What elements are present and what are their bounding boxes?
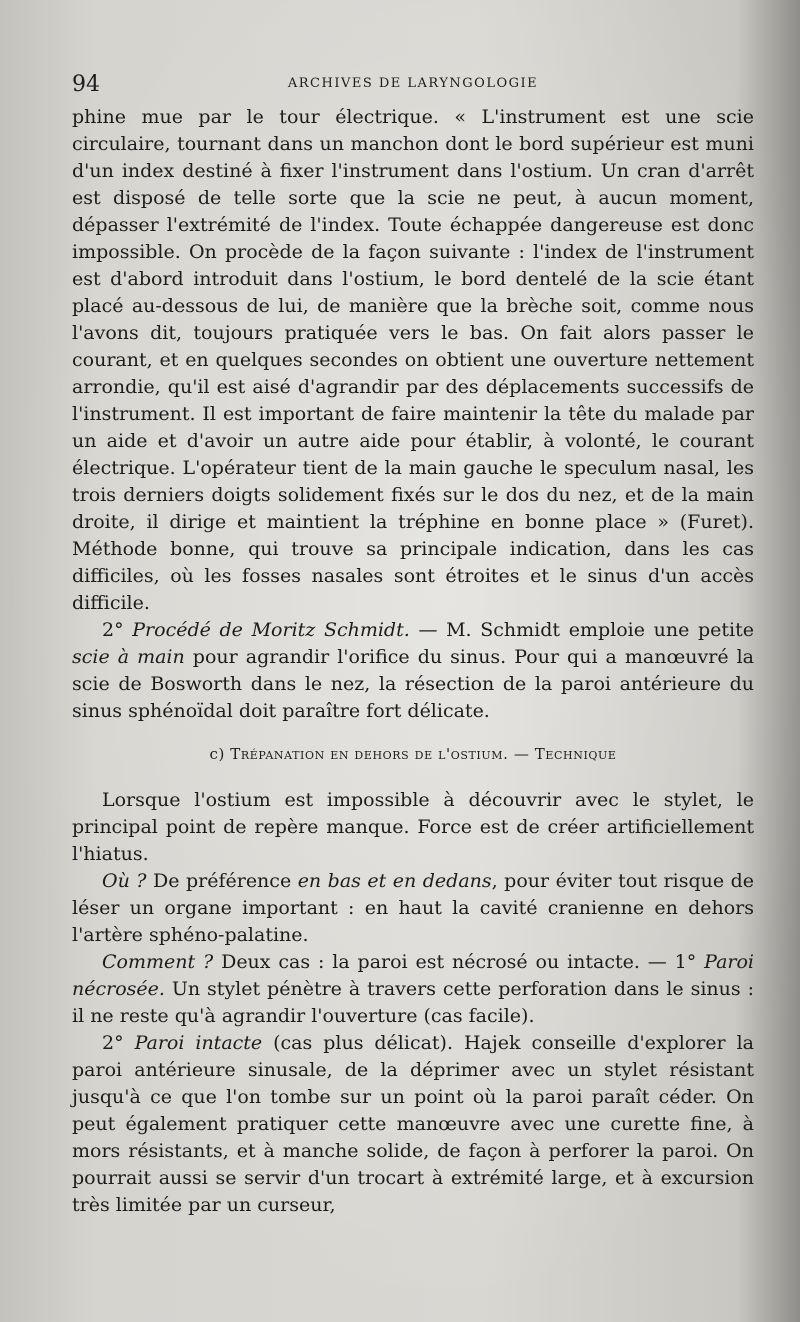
- section-title: Trépanation en dehors de l'ostium.: [230, 745, 509, 763]
- paragraph-2-number: 2°: [102, 619, 124, 641]
- paragraph-1: phine mue par le tour électrique. « L'instrument est une scie circulaire, tournant dans un manchon dont le bord supérieur est muni d'un index destiné à fixer l'instrument dans l'ostium. Un cran d'arrêt est disposé de telle sorte que la scie ne peut, à aucun moment, dépasser l'extrémité de l'index. Toute échappée dangereuse est donc impossible. On procède de la façon suivante : l'index de l'instrument est d'abord introduit dans l'ostium, le bord dentelé de la scie étant placé au-dessous de lui, de manière que la brèche soit, comme nous l'avons dit, toujours pratiquée vers le bas. On fait alors passer le courant, et en quelques secondes on obtient une ouverture nettement arrondie, qu'il est aisé d'agrandir par des déplacements successifs de l'instrument. Il est important de faire maintenir la tête du malade par un aide et d'avoir un autre aide pour établir, à volonté, le courant électrique. L'opérateur tient de la main gauche le speculum nasal, les trois derniers doigts solidement fixés sur le dos du nez, et de la main droite, il dirige et maintient la tréphine en bonne place » (Furet). Méthode bonne, qui trouve sa principale indication, dans les cas difficiles, où les fosses nasales sont étroites et le sinus d'un accès difficile.: [72, 106, 754, 614]
- section-dash: —: [508, 745, 535, 763]
- paragraph-6-number: 2°: [102, 1032, 124, 1054]
- section-subtitle: Technique: [534, 745, 617, 763]
- paragraph-5: [72, 949, 754, 1030]
- paragraph-5-question: Comment ?: [102, 951, 214, 973]
- section-heading: [72, 745, 754, 763]
- paragraph-2-em: scie à main: [72, 646, 185, 668]
- page-number: 94: [72, 72, 100, 97]
- paragraph-2-text-b: pour agrandir l'orifice du sinus. Pour qui a manœuvré la scie de Bosworth dans le nez, la résection de la paroi antérieure du sinus sphénoïdal doit paraître fort délicate.: [72, 646, 755, 722]
- paragraph-3: Lorsque l'ostium est impossible à découvrir avec le stylet, le principal point de repère manque. Force est de créer artificiellement l'hiatus.: [72, 789, 754, 865]
- paragraph-5-text-a: Deux cas : la paroi est nécrosé ou intacte. — 1°: [213, 951, 705, 973]
- paragraph-6-text-a: (cas plus délicat). Hajek conseille d'explorer la paroi antérieure sinusale, de la déprimer avec un stylet résistant jusqu'à ce que l'on tombe sur un point où la paroi paraît céder. On peut également pratiquer cette manœuvre avec une curette fine, à mors résistants, et à manche solide, de façon à perforer la paroi. On pourrait aussi se servir d'un trocart à extrémité large, et à excursion très limitée par un curseur,: [72, 1032, 754, 1216]
- running-title: ARCHIVES DE LARYNGOLOGIE: [287, 76, 539, 91]
- paragraph-6: [72, 1030, 754, 1219]
- paragraph-4: [72, 868, 754, 949]
- paragraph-4-em: en bas et en dedans: [297, 870, 492, 892]
- body-text: [72, 104, 754, 1219]
- paragraph-4-text-b: , pour éviter tout risque de léser un organe important : en haut la cavité cranienne en dehors l'artère sphéno-palatine.: [72, 870, 754, 946]
- paragraph-2-text-a: — M. Schmidt emploie une petite: [409, 619, 754, 641]
- paragraph-4-text-a: De préférence: [146, 870, 298, 892]
- paragraph-5-em: Paroi nécrosée.: [72, 951, 755, 1000]
- section-letter: c): [209, 745, 225, 763]
- paragraph-2: [72, 617, 754, 725]
- paragraph-6-em: Paroi intacte: [134, 1032, 263, 1054]
- paragraph-4-question: Où ?: [102, 870, 147, 892]
- page-header: [72, 62, 754, 97]
- paragraph-2-title: Procédé de Moritz Schmidt.: [132, 619, 410, 641]
- paragraph-5-text-b: Un stylet pénètre à travers cette perforation dans le sinus : il ne reste qu'à agrandir l'ouverture (cas facile).: [72, 978, 754, 1027]
